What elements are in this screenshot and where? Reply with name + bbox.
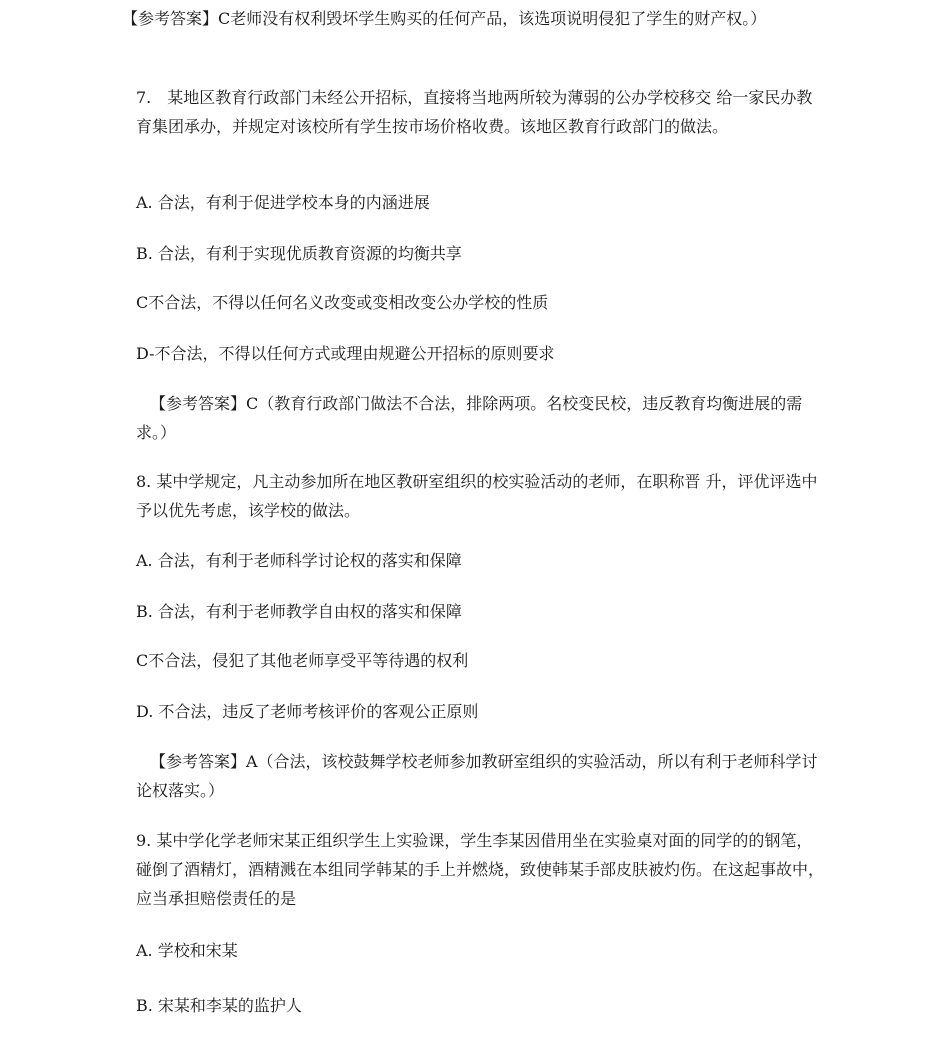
q7-option-a: A. 合法，有利于促进学校本身的内涵进展 [136, 193, 430, 212]
q8-option-a: A. 合法，有利于老师科学讨论权的落实和保障 [136, 551, 462, 570]
q9-question: 9. 某中学化学老师宋某正组织学生上实验课，学生李某因借用坐在实验桌对面的同学的的钢笔，碰倒了酒精灯，酒精溅在本组同学韩某的手上并燃烧，致使韩某手部皮肤被灼伤。在这起事故中，应当承担赔偿责任的是 [136, 831, 825, 908]
q7-answer: 【参考答案】C（教育行政部门做法不合法，排除两项。名校变民校，违反教育均衡进展的需求。） [136, 394, 803, 442]
q7-option-b: B. 合法，有利于实现优质教育资源的均衡共享 [136, 244, 462, 263]
q8-answer: 【参考答案】A（合法，该校鼓舞学校老师参加教研室组织的实验活动，所以有利于老师科学讨论权落实。） [136, 752, 818, 800]
q8-option-c: C不合法，侵犯了其他老师享受平等待遇的权利 [136, 651, 469, 670]
q9-option-a: A. 学校和宋某 [136, 941, 238, 960]
q8-question: 8. 某中学规定，凡主动参加所在地区教研室组织的校实验活动的老师，在职称晋 升，评优评选中予以优先考虑，该学校的做法。 [136, 472, 818, 520]
q8-option-b: B. 合法，有利于老师教学自由权的落实和保障 [136, 602, 462, 621]
q6-answer: 【参考答案】C老师没有权利毁坏学生购买的任何产品，该选项说明侵犯了学生的财产权。） [122, 9, 767, 28]
q9-option-b: B. 宋某和李某的监护人 [136, 996, 302, 1015]
q7-option-c: C不合法，不得以任何名义改变或变相改变公办学校的性质 [136, 293, 549, 312]
q8-option-d: D. 不合法，违反了老师考核评价的客观公正原则 [136, 702, 479, 721]
q7-option-d: D-不合法，不得以任何方式或理由规避公开招标的原则要求 [136, 344, 555, 363]
q7-question: 7. 某地区教育行政部门未经公开招标，直接将当地两所较为薄弱的公办学校移交 给一家民办教育集团承办，并规定对该校所有学生按市场价格收费。该地区教育行政部门的做法。 [136, 88, 813, 136]
